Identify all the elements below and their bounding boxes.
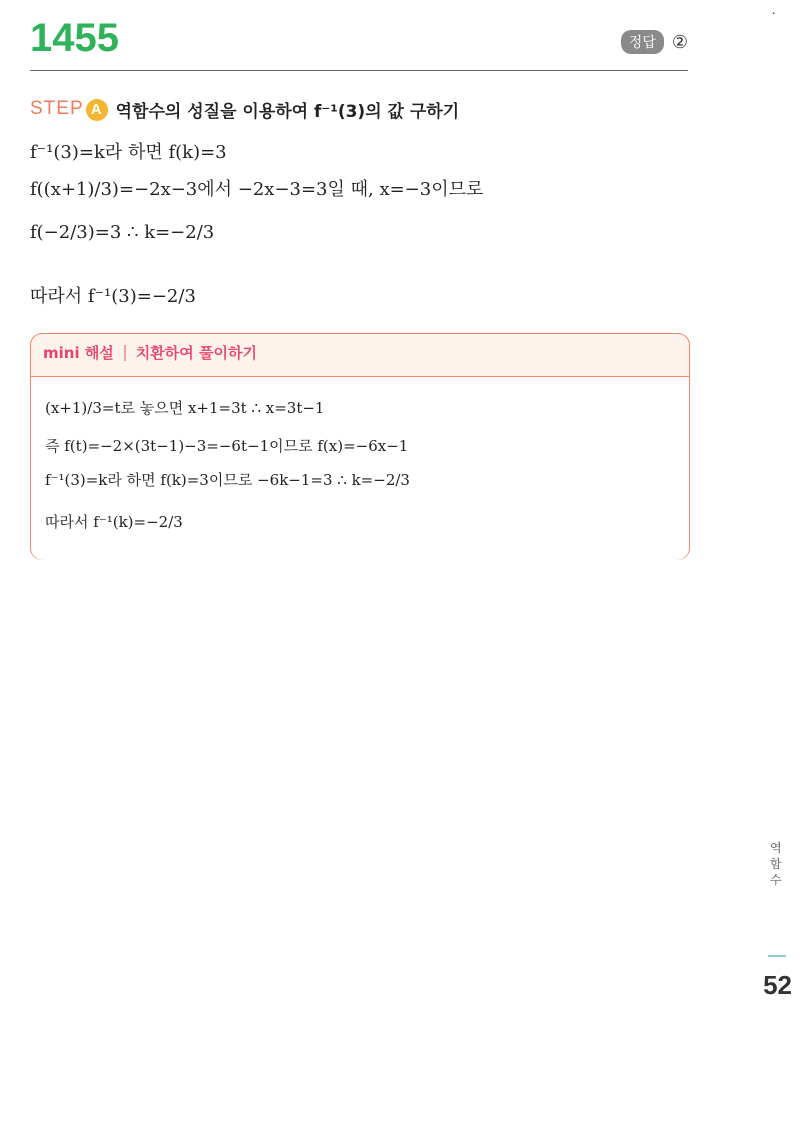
side-tab-label: 역함수: [770, 841, 782, 887]
mini-body: [31, 376, 689, 560]
mini-line-3: f⁻¹(3)=k라 하면 f(k)=3이므로 −6k−1=3 ∴ k=−2/3: [45, 471, 410, 489]
problem-number: 1455: [30, 16, 119, 60]
solution-line-2-text: f((x+1)/3)=−2x−3에서 −2x−3=3일 때, x=−3이므로: [30, 179, 484, 200]
solution-line-3-text: f(−2/3)=3 ∴ k=−2/3: [30, 222, 215, 243]
mini-separator: [124, 345, 126, 361]
corner-mark: ·: [771, 4, 776, 20]
mini-line-2: 즉 f(t)=−2×(3t−1)−3=−6t−1이므로 f(x)=−6x−1: [45, 437, 409, 455]
solution-line-1: [30, 138, 227, 164]
solution-line-1-text: f⁻¹(3)=k라 하면 f(k)=3: [30, 142, 227, 163]
mini-label: mini 해설: [43, 344, 114, 362]
title-divider: [30, 70, 688, 71]
answer-badge: 정답: [621, 30, 664, 54]
solution-line-2: [30, 175, 483, 201]
step-heading: [30, 97, 459, 122]
step-label-text: STEP: [30, 98, 84, 120]
solution-line-4-text: 따라서 f⁻¹(3)=−2/3: [30, 286, 196, 307]
mini-title: 치환하여 풀이하기: [135, 344, 257, 362]
step-label: [30, 98, 108, 121]
solution-line-4: [30, 282, 196, 308]
page-number: 52: [763, 970, 792, 1000]
mini-explanation-box: [30, 333, 690, 560]
side-tab-rule: [768, 955, 786, 957]
solution-line-3: [30, 222, 214, 243]
answer-value: ②: [671, 31, 688, 53]
mini-header: [43, 342, 257, 363]
mini-line-1: (x+1)/3=t로 놓으면 x+1=3t ∴ x=3t−1: [45, 399, 325, 417]
step-letter-icon: A: [86, 99, 108, 121]
answer-indicator: [621, 30, 688, 54]
mini-line-4: 따라서 f⁻¹(k)=−2/3: [45, 513, 183, 531]
step-title: 역함수의 성질을 이용하여 f⁻¹(3)의 값 구하기: [115, 102, 460, 122]
